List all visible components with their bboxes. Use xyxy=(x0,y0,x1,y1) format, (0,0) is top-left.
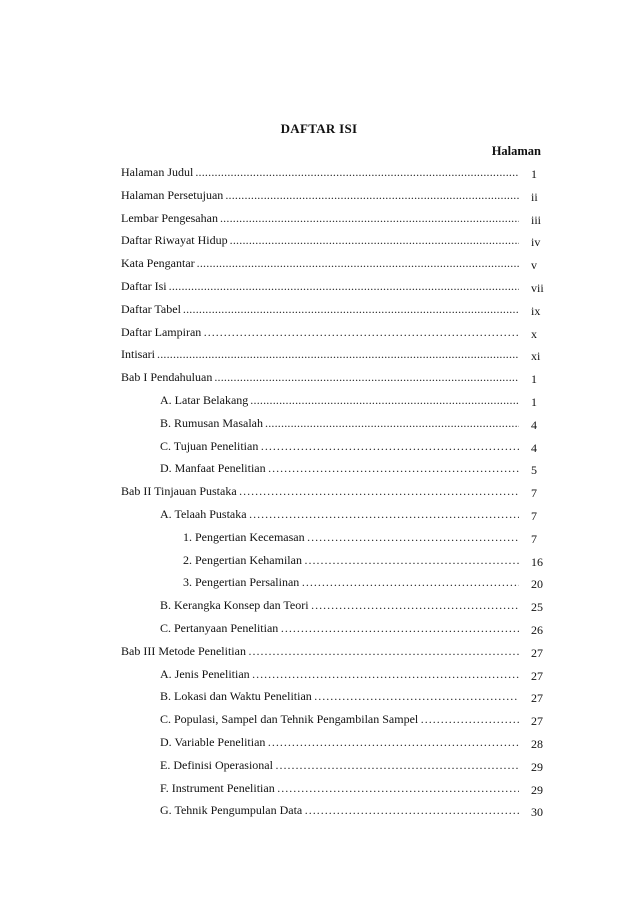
toc-page-number: 7 xyxy=(531,532,537,546)
toc-entry xyxy=(160,689,519,707)
toc-page-number: xi xyxy=(531,349,541,363)
toc-dot-leader xyxy=(275,758,519,773)
toc-entry xyxy=(160,712,519,730)
toc-dot-leader xyxy=(307,530,519,545)
toc-dot-leader xyxy=(304,553,519,568)
toc-entry-label: Daftar Isi xyxy=(121,279,167,293)
toc-dot-leader xyxy=(277,781,519,796)
toc-dot-leader xyxy=(252,667,519,682)
toc-entry xyxy=(160,667,519,685)
toc-dot-leader xyxy=(280,621,519,636)
toc-dot-leader xyxy=(314,689,519,704)
toc-page-number: 29 xyxy=(531,783,543,797)
toc-entry-label: 1. Pengertian Kecemasan xyxy=(183,530,305,544)
toc-page-number: 25 xyxy=(531,600,543,614)
toc-entry-label: Intisari xyxy=(121,347,155,361)
toc-entry-label: Kata Pengantar xyxy=(121,256,195,270)
toc-entry xyxy=(121,302,519,320)
toc-entry xyxy=(183,553,519,571)
toc-entry-label: Daftar Lampiran xyxy=(121,325,202,339)
toc-entry xyxy=(121,188,519,206)
toc-dot-leader xyxy=(249,507,519,522)
toc-entry-label: Bab I Pendahuluan xyxy=(121,370,213,384)
toc-page-number: 7 xyxy=(531,486,537,500)
toc-entry-label: Halaman Judul xyxy=(121,165,194,179)
toc-entry xyxy=(160,393,519,411)
toc-dot-leader xyxy=(169,279,519,294)
toc-dot-leader xyxy=(304,803,519,818)
toc-page-number: 27 xyxy=(531,669,543,683)
toc-page-number: x xyxy=(531,327,537,341)
toc-page-number: 7 xyxy=(531,509,537,523)
toc-entry-label: Bab III Metode Penelitian xyxy=(121,644,246,658)
toc-entry-label: Bab II Tinjauan Pustaka xyxy=(121,484,237,498)
toc-page-number: v xyxy=(531,258,537,272)
toc-dot-leader xyxy=(157,347,519,362)
toc-entry xyxy=(160,781,519,799)
toc-entry xyxy=(121,279,519,297)
toc-entry-label: A. Telaah Pustaka xyxy=(160,507,247,521)
toc-page-number: 5 xyxy=(531,463,537,477)
toc-dot-leader xyxy=(301,575,519,590)
toc-entry-label: Daftar Riwayat Hidup xyxy=(121,233,228,247)
toc-entry-label: 2. Pengertian Kehamilan xyxy=(183,553,302,567)
toc-page-number: 1 xyxy=(531,395,537,409)
toc-entry xyxy=(160,507,519,525)
toc-entry-label: Halaman Persetujuan xyxy=(121,188,224,202)
toc-entry-label: Daftar Tabel xyxy=(121,302,181,316)
toc-dot-leader xyxy=(267,735,519,750)
toc-entry xyxy=(160,758,519,776)
toc-entry-label: E. Definisi Operasional xyxy=(160,758,273,772)
toc-dot-leader xyxy=(220,211,519,226)
toc-page-number: 27 xyxy=(531,691,543,705)
toc-entry xyxy=(121,644,519,662)
toc-entry-label: F. Instrument Penelitian xyxy=(160,781,275,795)
toc-page-number: iii xyxy=(531,213,542,227)
toc-entry xyxy=(160,803,519,821)
toc-dot-leader xyxy=(197,256,519,271)
toc-entry xyxy=(121,370,519,388)
toc-dot-leader xyxy=(225,188,519,203)
toc-page-number: iv xyxy=(531,235,541,249)
toc-page-number: 4 xyxy=(531,418,537,432)
toc-entry xyxy=(121,347,519,365)
toc-entry xyxy=(160,416,519,434)
toc-entry-label: C. Tujuan Penelitian xyxy=(160,439,259,453)
toc-page-number: 16 xyxy=(531,555,543,569)
toc-page-number: 27 xyxy=(531,646,543,660)
page-column-header: Halaman xyxy=(491,144,541,158)
toc-entry-label: C. Populasi, Sampel dan Tehnik Pengambilan Sampel xyxy=(160,712,419,726)
toc-dot-leader xyxy=(248,644,519,659)
toc-dot-leader xyxy=(268,461,519,476)
toc-dot-leader xyxy=(420,712,519,727)
toc-entry-label: A. Latar Belakang xyxy=(160,393,249,407)
toc-page-number: vii xyxy=(531,281,544,295)
toc-entry xyxy=(160,439,519,457)
toc-page-number: 28 xyxy=(531,737,543,751)
toc-dot-leader xyxy=(183,302,519,317)
toc-page-number: 30 xyxy=(531,805,543,819)
toc-page-number: 4 xyxy=(531,441,537,455)
toc-dot-leader xyxy=(260,439,519,454)
toc-entry-label: A. Jenis Penelitian xyxy=(160,667,250,681)
toc-page-number: 1 xyxy=(531,167,537,181)
toc-entry xyxy=(160,621,519,639)
toc-entry xyxy=(160,735,519,753)
toc-dot-leader xyxy=(195,165,519,180)
toc-entry-label: D. Manfaat Penelitian xyxy=(160,461,266,475)
toc-entry xyxy=(121,325,519,343)
toc-dot-leader xyxy=(265,416,519,431)
toc-dot-leader xyxy=(311,598,519,613)
toc-entry xyxy=(183,575,519,593)
toc-entry-label: B. Kerangka Konsep dan Teori xyxy=(160,598,309,612)
toc-entry xyxy=(183,530,519,548)
toc-page-number: ii xyxy=(531,190,538,204)
toc-page-number: 20 xyxy=(531,577,543,591)
toc-entry-label: 3. Pengertian Persalinan xyxy=(183,575,300,589)
toc-entry-label: Lembar Pengesahan xyxy=(121,211,218,225)
document-title: DAFTAR ISI xyxy=(280,121,358,136)
toc-entry-label: B. Rumusan Masalah xyxy=(160,416,263,430)
toc-dot-leader xyxy=(230,233,519,248)
toc-page-number: 29 xyxy=(531,760,543,774)
toc-entry xyxy=(160,598,519,616)
toc-page-number: 1 xyxy=(531,372,537,386)
toc-entry xyxy=(121,233,519,251)
toc-entry xyxy=(121,211,519,229)
toc-page-number: ix xyxy=(531,304,541,318)
toc-entry-label: G. Tehnik Pengumpulan Data xyxy=(160,803,303,817)
toc-entry-label: C. Pertanyaan Penelitian xyxy=(160,621,279,635)
toc-entry xyxy=(160,461,519,479)
toc-page-number: 27 xyxy=(531,714,543,728)
toc-entry-label: B. Lokasi dan Waktu Penelitian xyxy=(160,689,312,703)
toc-entry xyxy=(121,484,519,502)
toc-entry-label: D. Variable Penelitian xyxy=(160,735,266,749)
toc-dot-leader xyxy=(214,370,519,385)
toc-entry xyxy=(121,165,519,183)
toc-entry xyxy=(121,256,519,274)
toc-page-number: 26 xyxy=(531,623,543,637)
toc-dot-leader xyxy=(250,393,519,408)
toc-dot-leader xyxy=(239,484,519,499)
toc-dot-leader xyxy=(203,325,519,340)
